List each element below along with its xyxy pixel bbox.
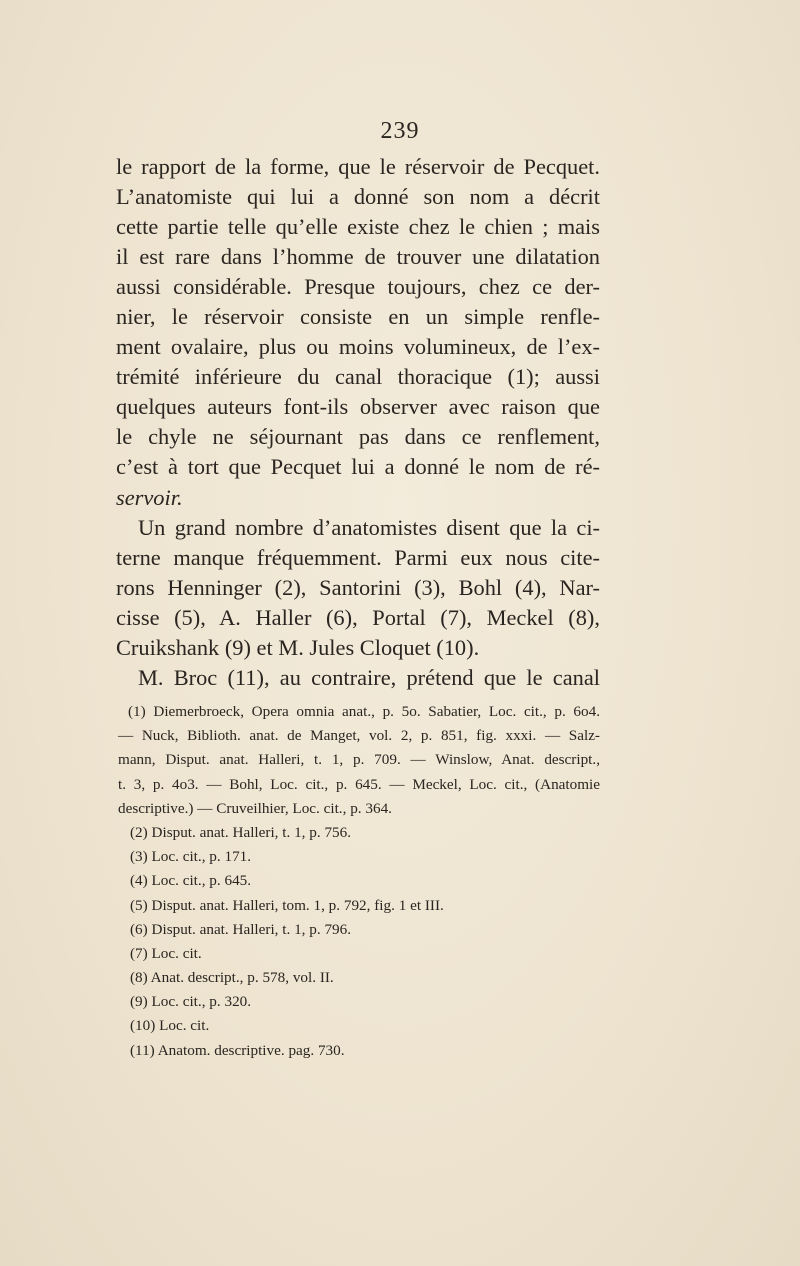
- body-line: cisse (5), A. Haller (6), Portal (7), Meckel (8),: [116, 604, 600, 630]
- body-line: ment ovalaire, plus ou moins volumineux, de l’ex-: [116, 334, 600, 360]
- footnote-line: (8) Anat. descript., p. 578, vol. II.: [130, 969, 334, 987]
- body-line: le chyle ne séjournant pas dans ce renflement,: [116, 424, 600, 450]
- footnote-line: (9) Loc. cit., p. 320.: [130, 993, 252, 1011]
- footnote-line: — Nuck, Biblioth. anat. de Manget, vol. 2, p. 851, fig. xxxi. — Salz-: [118, 727, 600, 745]
- body-line: Cruikshank (9) et M. Jules Cloquet (10).: [116, 634, 480, 660]
- footnote-line: mann, Disput. anat. Halleri, t. 1, p. 709. — Winslow, Anat. descript.,: [118, 751, 600, 769]
- body-line: quelques auteurs font-ils observer avec raison que: [116, 394, 600, 420]
- body-line: L’anatomiste qui lui a donné son nom a décrit: [116, 184, 600, 210]
- body-line: terne manque fréquemment. Parmi eux nous cite-: [116, 544, 600, 570]
- body-line: servoir.: [116, 484, 183, 510]
- footnote-line: t. 3, p. 4o3. — Bohl, Loc. cit., p. 645. — Meckel, Loc. cit., (Anatomie: [118, 775, 600, 793]
- body-line: M. Broc (11), au contraire, prétend que le canal: [138, 664, 600, 690]
- body-text: [116, 152, 600, 693]
- footnote-line: (3) Loc. cit., p. 171.: [130, 848, 252, 866]
- footnote-line: (7) Loc. cit.: [130, 944, 202, 962]
- body-line: cette partie telle qu’elle existe chez le chien ; mais: [116, 214, 600, 240]
- body-line: il est rare dans l’homme de trouver une dilatation: [116, 244, 600, 270]
- footnote-line: (6) Disput. anat. Halleri, t. 1, p. 796.: [130, 920, 352, 938]
- body-line: le rapport de la forme, que le réservoir de Pecquet.: [116, 154, 600, 179]
- body-line: aussi considérable. Presque toujours, chez ce der-: [116, 274, 600, 300]
- footnotes: [118, 700, 600, 1063]
- body-line: rons Henninger (2), Santorini (3), Bohl (4), Nar-: [116, 574, 600, 600]
- body-line: c’est à tort que Pecquet lui a donné le nom de ré-: [116, 454, 600, 480]
- body-line: Un grand nombre d’anatomistes disent que la ci-: [138, 514, 600, 540]
- footnote-line: (10) Loc. cit.: [130, 1017, 210, 1035]
- footnote-line: (5) Disput. anat. Halleri, tom. 1, p. 792, fig. 1 et III.: [130, 896, 444, 914]
- footnote-line: descriptive.) — Cruveilhier, Loc. cit., p. 364.: [118, 799, 392, 817]
- body-line: trémité inférieure du canal thoracique (1); aussi: [116, 364, 600, 390]
- footnote-line: (4) Loc. cit., p. 645.: [130, 872, 252, 890]
- footnote-line: (2) Disput. anat. Halleri, t. 1, p. 756.: [130, 823, 352, 841]
- body-line: nier, le réservoir consiste en un simple renfle-: [116, 304, 600, 330]
- footnote-line: (1) Diemerbroeck, Opera omnia anat., p. 5o. Sabatier, Loc. cit., p. 6o4.: [128, 703, 600, 720]
- footnote-line: (11) Anatom. descriptive. pag. 730.: [130, 1041, 345, 1059]
- page-number: 239: [380, 118, 420, 144]
